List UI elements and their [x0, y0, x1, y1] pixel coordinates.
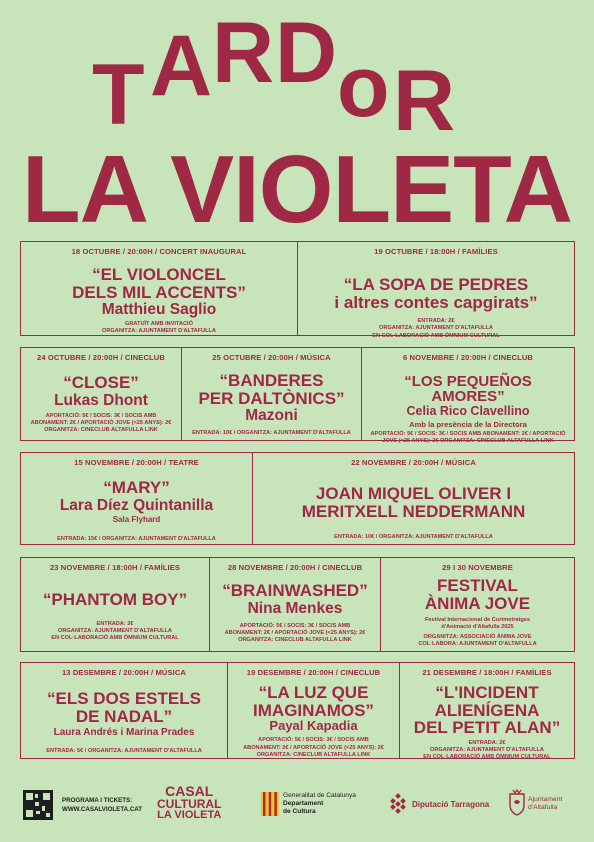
- event-info: COL·LABORA: AJUNTAMENT D'ALTAFULLA: [418, 641, 537, 648]
- event-card[interactable]: [253, 452, 575, 545]
- event-card[interactable]: [228, 662, 400, 759]
- diputacio-logo-icon: [388, 794, 408, 814]
- event-title: DE NADAL”: [75, 706, 173, 726]
- event-info: ORGANITZA: AJUNTAMENT D'ALTAFULLA: [102, 328, 216, 335]
- casal-logo-line: LA VIOLETA: [157, 809, 222, 822]
- event-info: ENTRADA: 2€: [96, 620, 134, 627]
- event-performer: Nina Menkes: [247, 599, 343, 617]
- event-header: 15 NOVEMBRE / 20:00H / TEATRE: [74, 458, 199, 467]
- event-title: “PHANTOM BOY”: [42, 590, 188, 609]
- gencat-dept: Departament: [283, 800, 324, 808]
- ajuntament-text: [528, 796, 562, 812]
- events-row-3: [20, 452, 575, 545]
- event-info: ENTRADA: 10€ / ORGANITZA: AJUNTAMENT D'ALTAFULLA: [192, 430, 351, 437]
- event-header: 23 NOVEMBRE / 18:00H / FAMÍLIES: [49, 563, 181, 572]
- event-card[interactable]: [381, 557, 575, 652]
- event-info: APORTACIÓ: 5€ / SOCIS: 3€ / SOCIS AMB: [45, 412, 157, 419]
- casal-logo-line: CASAL: [165, 783, 214, 799]
- event-title: MERITXELL NEDDERMANN: [301, 501, 526, 521]
- event-info: ENTRADA: 10€ / ORGANITZA: AJUNTAMENT D'ALTAFULLA: [334, 534, 493, 540]
- event-card[interactable]: [20, 347, 182, 441]
- event-info: APORTACIÓ: 5€ / SOCIS: 3€ / SOCIS AMB ABONAMENT: 2€ / APORTACIÓ: [370, 431, 566, 438]
- event-info: ORGANITZA: CINECLUB ALTAFULLA LINK: [256, 751, 371, 758]
- event-card[interactable]: [210, 557, 381, 652]
- ajuntament-line: d'Altafulla: [528, 804, 558, 812]
- event-info: ABONAMENT: 2€ / APORTACIÓ JOVE (<25 ANYS): 2€: [243, 744, 384, 751]
- event-card[interactable]: [362, 347, 575, 445]
- event-card[interactable]: [400, 662, 575, 759]
- event-title: i altres contes capgirats”: [334, 292, 538, 312]
- program-info: [62, 797, 142, 814]
- event-header: 13 DESEMBRE / 20:00H / MÚSICA: [61, 668, 186, 677]
- event-info: APORTACIÓ: 5€ / SOCIS: 3€ / SOCIS AMB: [258, 737, 369, 744]
- event-info: ORGANITZA: CINECLUB ALTAFULLA LINK: [238, 637, 352, 644]
- event-info: ENTRADA: 2€: [468, 739, 506, 746]
- title-letter: D: [275, 5, 337, 101]
- event-header: 29 I 30 NOVEMBRE: [442, 563, 513, 572]
- event-performer: Matthieu Saglio: [101, 301, 217, 318]
- event-title: “ELS DOS ESTELS: [47, 689, 201, 708]
- gencat-logo-icon: [261, 792, 279, 816]
- event-header: 18 OCTUBRE / 20:00H / CONCERT INAUGURAL: [71, 247, 247, 256]
- event-card[interactable]: [182, 347, 362, 441]
- event-performer: Lukas Dhont: [54, 391, 148, 409]
- title-letter: R: [212, 5, 274, 101]
- event-title: DEL PETIT ALAN”: [413, 718, 561, 737]
- title-line1: [0, 0, 594, 149]
- event-info: EN COL·LABORACIÓ AMB ÒMNIUM CULTURAL: [372, 332, 500, 339]
- event-performer: Payal Kapadia: [269, 718, 358, 733]
- event-header: 22 NOVEMBRE / 20:00H / MÚSICA: [351, 458, 476, 467]
- event-note: d'Animació d'Altafulla 2025: [441, 623, 514, 630]
- title-letter: T: [92, 47, 144, 143]
- event-info: ORGANITZA: AJUNTAMENT D'ALTAFULLA: [430, 746, 544, 753]
- event-info: ORGANITZA: AJUNTAMENT D'ALTAFULLA: [379, 325, 493, 332]
- event-title: “BANDERES: [219, 371, 324, 390]
- event-info: ORGANITZA: ASSOCIACIÓ ÀNIMA JOVE: [423, 633, 532, 640]
- event-header: 21 DESEMBRE / 18:00H / FAMÍLIES: [422, 668, 552, 677]
- event-header: 28 NOVEMBRE / 20:00H / CINECLUB: [227, 563, 363, 572]
- program-link[interactable]: WWW.CASALVIOLETA.CAT: [62, 805, 143, 813]
- title-letter: R: [393, 53, 455, 149]
- event-title: “MARY”: [103, 478, 170, 497]
- event-info: EN COL·LABORACIÓ AMB ÒMNIUM CULTURAL: [423, 754, 551, 761]
- event-title: IMAGINAMOS”: [253, 700, 374, 720]
- events-row-1: [20, 241, 575, 339]
- gencat-name: Generalitat de Catalunya: [283, 792, 356, 799]
- event-performer: Laura Andrés i Marina Prades: [53, 727, 195, 738]
- event-info: APORTACIÓ: 5€ / SOCIS: 3€ / SOCIS AMB: [239, 622, 351, 629]
- event-title: PER DALTÒNICS”: [198, 388, 345, 408]
- events-row-4: [20, 557, 575, 652]
- event-card[interactable]: [298, 241, 575, 339]
- event-info: EN COL·LABORACIÓ AMB ÒMNIUM CULTURAL: [51, 635, 179, 642]
- event-info: GRATUÏT AMB INVITACIÓ: [125, 321, 193, 328]
- events-row-5: [20, 662, 575, 759]
- event-title: ALIENÍGENA: [434, 700, 540, 720]
- event-title: “L'INCIDENT: [435, 683, 539, 702]
- title-line2: LA VIOLETA: [22, 136, 572, 243]
- event-title: “CLOSE”: [63, 373, 139, 392]
- event-company: Sala Flyhard: [112, 514, 161, 524]
- ajuntament-shield-icon: [508, 790, 526, 816]
- event-info: ABONAMENT: 2€ / APORTACIÓ JOVE (<25 ANYS): 2€: [224, 629, 366, 636]
- gencat-dept: de Cultura: [283, 808, 316, 816]
- event-note: Festival Internacional de Curtmetratges: [424, 617, 531, 623]
- event-card[interactable]: [20, 557, 210, 652]
- event-header: 25 OCTUBRE / 20:00H / MÚSICA: [212, 353, 331, 362]
- casal-logo-line: CULTURAL: [157, 796, 222, 811]
- event-performer: Lara Díez Quintanilla: [59, 496, 214, 514]
- event-title: FESTIVAL: [437, 576, 518, 595]
- title-letter: o: [337, 39, 389, 135]
- event-title: ÀNIMA JOVE: [424, 593, 531, 613]
- ajuntament-line: Ajuntament: [528, 796, 563, 803]
- event-card[interactable]: [20, 241, 298, 336]
- event-info: ORGANITZA: CINECLUB ALTAFULLA LINK: [44, 427, 158, 434]
- event-title: JOAN MIQUEL OLIVER I: [315, 484, 512, 503]
- diputacio-text: Diputació Tarragona: [412, 800, 490, 809]
- event-title: “LA SOPA DE PEDRES: [343, 275, 529, 294]
- event-note: Amb la presència de la Directora: [409, 419, 527, 429]
- event-title: “BRAINWASHED”: [222, 581, 368, 600]
- gencat-text: [283, 792, 356, 817]
- event-info: ENTRADA: 15€ / ORGANITZA: AJUNTAMENT D'ALTAFULLA: [57, 535, 216, 542]
- event-card[interactable]: [20, 662, 228, 759]
- event-performer: Mazoni: [245, 407, 298, 424]
- event-header: 19 DESEMBRE / 20:00H / CINECLUB: [246, 668, 381, 677]
- event-header: 24 OCTUBRE / 20:00H / CINECLUB: [37, 353, 165, 362]
- qr-code-icon[interactable]: [23, 790, 53, 820]
- event-info: ABONAMENT: 2€ / APORTACIÓ JOVE (<25 ANYS): 2€: [30, 419, 172, 426]
- event-title: “LA LUZ QUE: [258, 683, 369, 702]
- event-title: “LOS PEQUEÑOS AMORES”: [404, 373, 532, 406]
- event-info: ENTRADA: 5€ / ORGANITZA: AJUNTAMENT D'ALTAFULLA: [46, 747, 202, 754]
- event-card[interactable]: [20, 452, 253, 545]
- program-label: PROGRAMA I TICKETS:: [62, 797, 133, 804]
- event-header: 19 OCTUBRE / 18:00H / FAMÍLIES: [374, 247, 498, 256]
- event-info: ORGANITZA: AJUNTAMENT D'ALTAFULLA: [58, 627, 172, 634]
- event-header: 6 NOVEMBRE / 20:00H / CINECLUB: [402, 353, 533, 362]
- event-title: “EL VIOLONCEL: [92, 265, 226, 284]
- events-row-2: [20, 347, 575, 445]
- title-letter: A: [150, 18, 212, 114]
- event-title: DELS MIL ACCENTS”: [72, 282, 246, 302]
- casal-logo: [157, 785, 221, 821]
- event-performer: Celia Rico Clavellino: [406, 403, 530, 418]
- event-info: JOVE (<25 ANYS): 2€ ORGANITZA: CINECLUB ALTAFULLA LINK: [382, 438, 554, 445]
- event-info: ENTRADA: 2€: [417, 318, 455, 324]
- footer: [20, 780, 575, 826]
